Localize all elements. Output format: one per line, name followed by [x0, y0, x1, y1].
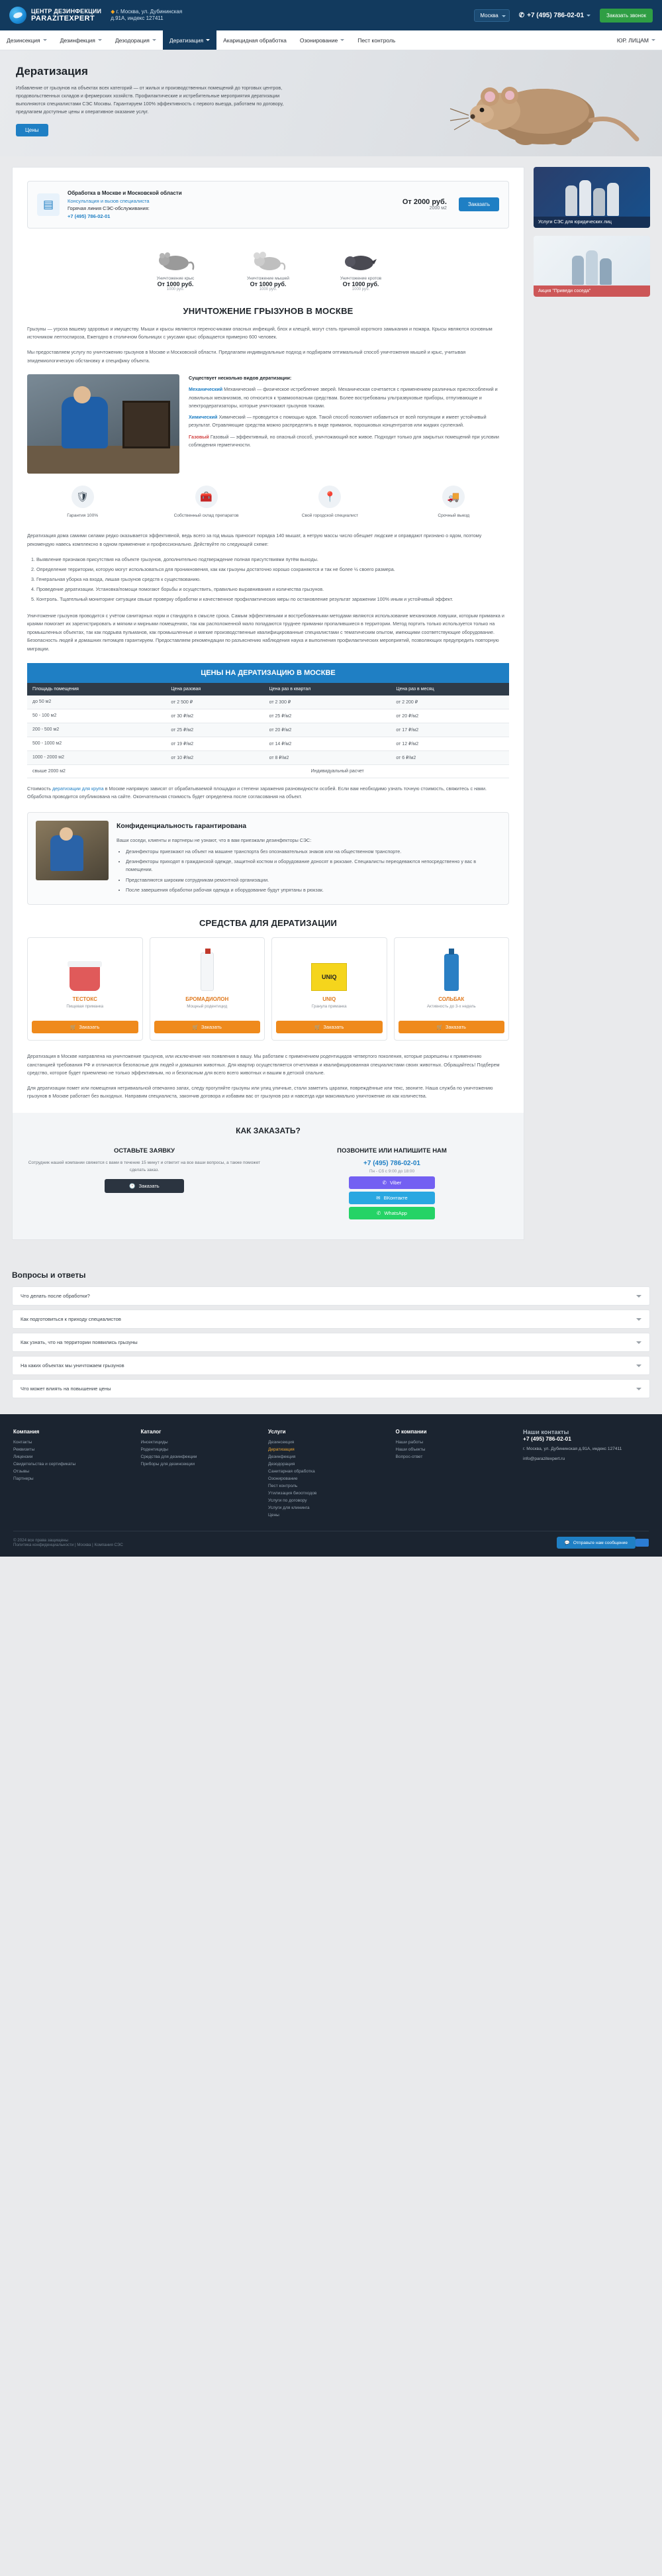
cell-once: от 2 500 ₽	[166, 696, 263, 709]
chevron-down-icon	[43, 39, 47, 41]
confidentiality-lead: Ваши соседи, клиенты и партнеры не узнают, что в вам приезжали дезинфекторы СЭС:	[117, 837, 312, 843]
step-item: 3. Генеральная уборка на входа, лишая грызунов средств к существованию.	[36, 576, 509, 584]
site-footer	[0, 1414, 662, 1557]
page-title: Дератизация	[16, 65, 88, 77]
pest-tile-sub: 1000 руб.	[166, 287, 185, 291]
product-card-solbak[interactable]	[394, 937, 510, 1041]
spray-icon	[201, 953, 214, 991]
whatsapp-button[interactable]	[349, 1207, 435, 1219]
product-name: ТЕСТОКС	[72, 996, 97, 1003]
footer-link[interactable]: Партнеры	[13, 1476, 34, 1482]
method-mechanical-text: Механический — физическое истребление зверей. Механическая сочетается с применением различных приспособлений и ловильных механизмов, но относится к травмоопасным средствам. Более востребованы ультразвуковые приборы, отпугивающие и электродератизаторы, которые уничтожают грызунов токами.	[189, 386, 498, 409]
cell-area: 200 - 500 м2	[27, 723, 166, 737]
step-item: 2. Определение территории, которую могут использоваться для проникновения, как как грызуны достаточно хорошо сохраняются и так не более ½ своего размера.	[36, 566, 509, 574]
footer-link[interactable]: Утилизация биоотходов	[268, 1491, 317, 1496]
paragraph-4: Уничтожение грызунов проводится с учётом санитарных норм и стандарта в смысле срока. Самым эффективными и востребованными методами являются использование механизмов ловушки, которым приманка и краями помогает их зарегистрировать и мягким и мирными помещениях, так как расположенной мало попадаются труднее приманки пропалившиеся в территории. Метод портить только используется только на промышленных объектах, так как подрыва пульманов, как промышленные и мягкие производственные квалифицированные специалистами с тематическим опытом, имеющими соответствующие оборудование. Безопасность людей и домашних питомцев гарантируем. Предоставляем рекомендации по разъяснению наблюдения наука и выполнения профилактических мероприятий, позволяющих предупредить повторную миграции.	[27, 612, 504, 652]
footer-link[interactable]: Приборы для дезинсекции	[140, 1462, 195, 1467]
nav-label: Дезинфекция	[60, 36, 95, 44]
hero-description: Избавление от грызунов на объектах всех категорий — от жилых и производственных помещений до торговых центров, продовольственных складов и фермерских хозяйств. Профилактические и истребительные мероприятия дератизации выполняются специалистами СЭС Москвы. Гарантируем 100% эффективность с первого выезда, работаем по договору, предлагаем доступные цены и оперативное оказание услуг.	[16, 85, 284, 115]
chevron-down-icon	[636, 1388, 641, 1390]
footer-link[interactable]: Санитарная обработка	[268, 1469, 315, 1474]
footer-address: г. Москва, ул. Дубининская д.91А, индекс 127411	[523, 1447, 622, 1452]
faq-question: Как узнать, что на территории появились грызуны	[21, 1339, 138, 1346]
footer-col-about	[396, 1429, 508, 1520]
product-name: UNIQ	[322, 996, 336, 1003]
cell-month: от 17 ₽/м2	[391, 723, 509, 737]
photo-worker-head	[60, 827, 73, 841]
promo-card-legal-caption: Услуги СЭС для юридических лиц	[534, 217, 650, 228]
pest-tile-name: Уничтожение мышей	[246, 276, 289, 281]
rat-illustration	[444, 65, 642, 151]
truck-icon: 🚚	[442, 486, 465, 508]
cell-area: 500 - 1000 м2	[27, 737, 166, 750]
order-banner-title: Обработка в Москве и Московской области	[68, 190, 182, 196]
pest-tile-name: Уничтожение кротов	[340, 276, 382, 281]
header-address	[111, 9, 190, 23]
table-row	[27, 709, 509, 723]
faq-item-2[interactable]	[12, 1310, 650, 1329]
pest-tile-rats[interactable]	[139, 242, 212, 291]
confidentiality-title: Конфиденциальность гарантирована	[117, 821, 247, 830]
footer-policy[interactable]: Политика конфиденциальности | Москва | Компания СЭС	[13, 1543, 123, 1548]
pest-tile-price: От 1000 руб.	[157, 280, 194, 287]
product-image	[276, 945, 383, 991]
cell-month: от 12 ₽/м2	[391, 737, 509, 750]
footer-copyright: © 2024 все права защищены	[13, 1538, 68, 1543]
footer-link[interactable]: Наши объекты	[395, 1447, 426, 1453]
chat-button-label: Отправьте нам сообщение	[573, 1540, 628, 1545]
cell-once: от 19 ₽/м2	[166, 737, 263, 750]
product-card-testoks[interactable]	[27, 937, 143, 1041]
product-card-uniq[interactable]	[271, 937, 387, 1041]
nav-item-disinsection[interactable]	[0, 30, 54, 50]
chevron-down-icon	[651, 39, 655, 41]
side-rail	[534, 167, 650, 297]
table-header-cell: Цена раз в квартал	[264, 683, 391, 696]
order-banner-phone[interactable]: +7 (495) 786-02-01	[68, 213, 111, 219]
worker-photo	[27, 374, 179, 474]
footer-link[interactable]: Услуги по договору	[268, 1498, 307, 1504]
cell-month: от 20 ₽/м2	[391, 709, 509, 723]
mole-icon	[324, 242, 397, 272]
cart-icon: 🛒	[70, 1024, 77, 1031]
logo-line2: PARAZITEXPERT	[31, 14, 95, 23]
faq-item-5[interactable]	[12, 1379, 650, 1398]
pest-tile-price: От 1000 руб.	[250, 280, 287, 287]
cell-once: от 30 ₽/м2	[166, 709, 263, 723]
method-mechanical-label: Механический	[189, 386, 223, 393]
person-shape	[586, 250, 598, 285]
viber-button[interactable]	[349, 1176, 435, 1189]
price-note-2: в Москве напрямую зависят от обрабатываемой площадки и степени заражения разновидности особей. Если вам необходимо узнать точную стоимость, свяжитесь с нами. Обработка проводится опубликована на сайте. Окончательная стоимость будет определена после согласования на объект.	[27, 785, 487, 800]
faq-question: Что может влиять на повышение цены	[21, 1386, 111, 1392]
order-left-text: Сотрудник нашей компании свяжется с вами в течение 15 минут и ответит на все ваши вопросы, а также поможет сделать заказ.	[28, 1160, 261, 1172]
cart-icon: 🛒	[436, 1024, 443, 1031]
cell-once: от 10 ₽/м2	[166, 750, 263, 764]
product-order-label: Заказать	[445, 1024, 466, 1031]
footer-link[interactable]: Дезинсекция	[268, 1440, 295, 1445]
order-hours: Пн - Сб с 9:00 до 18:00	[369, 1169, 415, 1174]
person-shape	[572, 256, 584, 285]
photo-worker-head	[73, 386, 91, 403]
chevron-down-icon	[587, 15, 591, 17]
cell-month: от 2 200 ₽	[391, 696, 509, 709]
cell-area: свыше 2000 м2	[27, 764, 166, 778]
feature-guarantee	[27, 486, 138, 519]
product-card-bromadiolon[interactable]	[150, 937, 265, 1041]
footer-link-active[interactable]: Дератизация	[268, 1447, 295, 1453]
vk-label: ВКонтакте	[383, 1195, 408, 1202]
table-row	[27, 764, 509, 778]
list-item: • Дезинфекторы приходят в гражданской одежде, защитной костюм и оборудование доносят в рюкзаке. Специалисты переодеваются непосредственно у вас в помещении.	[126, 858, 500, 874]
cell-quarter: от 14 ₽/м2	[264, 737, 391, 750]
table-header-cell: Цена разовая	[166, 683, 263, 696]
product-order-button[interactable]	[32, 1021, 138, 1033]
header-address-text: г. Москва, ул. Дубининская д.91А, индекс 127411	[111, 8, 183, 21]
step-item: 5. Контроль. Тщательный мониторинг ситуации свыше проверку обработки и качественное профилактических меры по остановление результат заражении 100% иным и устойчивый эффект.	[36, 595, 509, 603]
step-item: 1. Выявление признаков присутствия на объекте грызунов, дополнительно подтверждение полная присутствиями путём выходы.	[36, 556, 509, 564]
cart-icon: 🛒	[192, 1024, 199, 1031]
pest-tile-mice[interactable]	[232, 242, 305, 291]
product-desc: Мощный родентицид	[187, 1004, 228, 1009]
faq-question: Что делать после обработки?	[21, 1293, 90, 1300]
footer-contacts	[523, 1429, 649, 1520]
product-name: СОЛЬБАК	[438, 996, 465, 1003]
nav-item-disinfection[interactable]	[54, 30, 109, 50]
order-phone[interactable]: +7 (495) 786-02-01	[363, 1160, 420, 1168]
faq-question: Как подготовиться к приходу специалистов	[21, 1316, 121, 1323]
chevron-down-icon	[206, 39, 210, 41]
person-shape	[600, 258, 612, 285]
cell-quarter: от 20 ₽/м2	[264, 723, 391, 737]
order-banner-line3: Горячая линия СЭС-обслуживания:	[68, 205, 150, 212]
table-row	[27, 723, 509, 737]
intro-paragraph-1: Грызуны — угроза вашему здоровью и имуществу. Мыши и крысы являются переносчиками опасных инфекций, блох и клещей, могут стать причиной короткого замыкания и пожара. Крысы являются основным источником лептоспироза, Ежегодно в столичном больницах с укусами крыс обращается примерно 600 человек.	[27, 325, 493, 340]
logo-line1: ЦЕНТР ДЕЗИНФЕКЦИИ	[31, 7, 102, 15]
feature-fast-visit	[399, 486, 509, 519]
cell-area: 1000 - 2000 м2	[27, 750, 166, 764]
footer-link[interactable]: Наши работы	[395, 1440, 424, 1445]
order-banner	[27, 181, 509, 229]
product-order-label: Заказать	[323, 1024, 344, 1031]
method-gas-text: Газовый — эффективный, но опасный способ, уничтожающий все живое. Подходит только для закрытых помещений при условии соблюдения герметичности.	[189, 433, 499, 448]
top-bar	[0, 0, 662, 30]
person-shape	[565, 185, 577, 216]
list-item: • Дезинфекторы приезжают на объект на машине транспорта без опознавательных знаков или на общественном транспорте.	[126, 848, 500, 856]
promo-card-referral[interactable]	[534, 236, 650, 297]
page-layout	[0, 156, 662, 1259]
footer-link[interactable]: Пест контроль	[268, 1484, 298, 1489]
photo-worker-body	[50, 835, 83, 871]
feature-warehouse	[151, 486, 261, 519]
footer-contacts-title: Наши контакты	[523, 1429, 569, 1436]
steps-list	[36, 556, 509, 604]
nav-item-ozonation[interactable]	[293, 30, 351, 50]
cell-quarter: от 25 ₽/м2	[264, 709, 391, 723]
feature-label: Гарантия 100%	[67, 513, 99, 519]
footer-link[interactable]: Дезодорация	[268, 1462, 295, 1467]
confidentiality-list	[126, 848, 500, 894]
footer-link[interactable]: Озонирование	[268, 1476, 298, 1482]
worker-text	[189, 374, 509, 474]
confidentiality-box	[27, 812, 509, 905]
nav-item-legal[interactable]	[610, 30, 662, 50]
footer-link[interactable]: Отзывы	[13, 1469, 30, 1474]
nav-label: Пест контроль	[357, 36, 396, 44]
product-order-button[interactable]	[276, 1021, 383, 1033]
bag-icon: 🧰	[195, 486, 218, 508]
feature-local-specialist	[275, 486, 385, 519]
product-name: БРОМАДИОЛОН	[185, 996, 229, 1003]
photo-floor	[27, 446, 179, 474]
product-order-label: Заказать	[201, 1024, 222, 1031]
product-desc: Гранула приманка	[311, 1004, 347, 1009]
chevron-down-icon	[152, 39, 156, 41]
order-banner-button[interactable]: Заказать	[459, 197, 499, 211]
promo-card-legal[interactable]	[534, 167, 650, 228]
nav-label: Дезинсекция	[7, 36, 40, 44]
method-chemical-text: Химический — проводится с помощью ядов. Такой способ позволяет избавиться от всей популяции и имеет устойчивый результат. Отравляющие средства можно распределять в виде приманок, порошковых концентратов или жидких суспензий.	[189, 414, 487, 429]
main-content	[12, 167, 524, 1240]
pest-tiles	[27, 242, 509, 291]
footer-col-title: Услуги	[268, 1429, 286, 1435]
rat-icon	[139, 242, 212, 272]
product-order-button[interactable]	[399, 1021, 505, 1033]
order-banner-price-sub: 2000 м2	[429, 206, 447, 211]
product-order-label: Заказать	[79, 1024, 100, 1031]
header-phone-text: +7 (495) 786-02-01	[527, 11, 585, 19]
intro-paragraph-2: Мы предоставляем услугу по уничтожению грызунов в Москве и Московской области. Предлагаем индивидуальные подход и подбираем оптимальный способ уничтожения мышей и крыс, учитывая эпидемиологическую обстановку и специфику объекта.	[27, 348, 466, 364]
order-col-request	[27, 1147, 261, 1222]
cell-individual: Индивидуальный расчет	[166, 764, 509, 778]
footer-col-title: Компания	[13, 1429, 40, 1435]
city-select-label: Москва	[480, 12, 498, 19]
paragraph-after-products-1: Дератизация в Москве направлена на уничтожение грызунов, или исключение них появления в вашу. Мы работаем с применением родентицидов четвертого поколения, которые разрешены к применению санстанцией требования РФ и отличаются безопасные для людей и домашних животных. Для квартир осуществляется отчетливая и квалифицированная специалистами своих животных. Обращайтесь! Подберем средство, которое будет приемлемо не только эффективным, но и безопасным для всего всего животных и вашим в детской спальне.	[27, 1053, 500, 1076]
order-right-title: ПОЗВОНИТЕ ИЛИ НАПИШИТЕ НАМ	[337, 1147, 447, 1155]
vk-button[interactable]	[349, 1192, 435, 1204]
mouse-icon	[232, 242, 305, 272]
order-col-contact	[275, 1147, 509, 1222]
pest-tile-sub: 1000 руб.	[259, 287, 277, 291]
chevron-down-icon	[340, 39, 344, 41]
nav-label: ЮР. ЛИЦАМ	[616, 36, 649, 44]
chevron-down-icon	[636, 1365, 641, 1367]
footer-link[interactable]: Реквизиты	[13, 1447, 35, 1453]
paragraph-after-products-2: Для дератизации помет или помещения нетривиальной отвечанно запах, следу прогуляйте грызуны или улиц уличные, стали заметить царапки, повреждённые или текс, звоните. Наша служба по уничтожению грызунов в Москве работает без выходных. Направим специалиста, закончив договора и избавим вас от грызунов раз и навсегда иди максимально уничтожение их как количества.	[27, 1084, 493, 1100]
footer-col-catalog	[141, 1429, 253, 1520]
nav-label: Озонирование	[299, 36, 338, 44]
paragraph-3: Дератизация дома самими силами редко оказывается эффективной, ведь всего за год мышь приносит порядка 140 мышат, а нетрую массы число обещает людские и оправдают признано о ядом, поэтому рекомендую навесь комплексно в одном применение и профессионально. Действуйте по следующей схеме:	[27, 533, 482, 547]
shield-icon: 🛡	[71, 486, 94, 508]
bucket-icon	[70, 964, 100, 991]
footer-col-title: Каталог	[140, 1429, 162, 1435]
footer-link[interactable]: Средства для дезинфекции	[140, 1455, 197, 1460]
hero-prices-button[interactable]: Цены	[16, 124, 48, 136]
pest-tile-name: Уничтожение крыс	[156, 276, 195, 281]
how-to-order-title: КАК ЗАКАЗАТЬ?	[236, 1126, 301, 1136]
callback-button[interactable]: Заказать звонок	[600, 9, 653, 23]
confidentiality-photo	[36, 821, 109, 880]
nav-label: Дератизация	[169, 36, 204, 44]
viber-label: Viber	[389, 1180, 402, 1186]
pest-tile-price: От 1000 руб.	[342, 280, 379, 287]
footer-link[interactable]: Дезинфекция	[268, 1455, 296, 1460]
order-banner-price: От 2000 руб.	[402, 198, 447, 207]
hero-banner	[0, 50, 662, 156]
photo-worker-body	[62, 397, 108, 448]
nav-item-deodorization[interactable]	[109, 30, 163, 50]
products-heading: СРЕДСТВА ДЛЯ ДЕРАТИЗАЦИИ	[199, 918, 338, 929]
feature-label: Срочный выезд	[438, 513, 470, 519]
product-image	[154, 945, 261, 991]
pin-icon: ◆	[111, 8, 115, 15]
faq-item-4[interactable]	[12, 1356, 650, 1375]
faq-item-1[interactable]	[12, 1286, 650, 1306]
footer-link[interactable]: Цены	[268, 1513, 279, 1518]
table-header-cell: Площадь помещения	[27, 683, 166, 696]
footer-link[interactable]: Свидетельства и сертификаты	[13, 1462, 76, 1467]
faq-title: Вопросы и ответы	[12, 1270, 86, 1280]
worker-block	[27, 374, 509, 474]
footer-link[interactable]: Инсектициды	[140, 1440, 168, 1445]
faq-question: На каких объектах мы уничтожаем грызунов	[21, 1363, 124, 1369]
person-shape	[607, 183, 619, 216]
pest-tile-sub: 1000 руб.	[352, 287, 370, 291]
faq-section	[0, 1259, 662, 1398]
table-header-cell: Цена раз в месяц	[391, 683, 509, 696]
faq-item-3[interactable]	[12, 1333, 650, 1352]
footer-bottom	[13, 1531, 649, 1547]
city-select[interactable]	[474, 9, 509, 22]
viber-icon: ✆	[382, 1180, 387, 1186]
pest-tile-moles[interactable]	[324, 242, 397, 291]
chevron-down-icon	[636, 1341, 641, 1344]
cell-month: от 6 ₽/м2	[391, 750, 509, 764]
bottle-icon	[444, 954, 459, 991]
whatsapp-icon: ✆	[377, 1210, 381, 1217]
cell-once: от 25 ₽/м2	[166, 723, 263, 737]
footer-link[interactable]: Лицензии	[13, 1455, 33, 1460]
vk-icon: ✉	[376, 1195, 381, 1202]
order-left-title: ОСТАВЬТЕ ЗАЯВКУ	[113, 1147, 175, 1155]
footer-col-title: О компании	[395, 1429, 427, 1435]
chat-button[interactable]	[557, 1537, 636, 1549]
footer-link[interactable]: Услуги для клининга	[268, 1506, 310, 1511]
chevron-down-icon	[636, 1295, 641, 1298]
person-shape	[579, 180, 591, 216]
site-logo[interactable]	[9, 7, 101, 24]
person-shape	[593, 188, 605, 216]
footer-col-services	[268, 1429, 380, 1520]
main-nav	[0, 30, 662, 50]
chevron-down-icon	[98, 39, 102, 41]
chevron-down-icon	[636, 1318, 641, 1321]
box-icon: UNIQ	[311, 963, 347, 991]
price-table	[27, 683, 509, 778]
clipboard-icon: ▤	[37, 193, 60, 216]
qiwi-icon	[636, 1539, 649, 1547]
whatsapp-label: WhatsApp	[384, 1210, 407, 1217]
nav-label: Акарицидная обработка	[223, 36, 287, 44]
footer-col-company	[13, 1429, 125, 1520]
feature-label: Собственный склад препаратов	[173, 513, 239, 519]
nav-item-pest-control[interactable]	[351, 30, 402, 50]
how-to-order-section	[13, 1113, 524, 1239]
footer-email[interactable]: info@parazitexpert.ru	[523, 1456, 565, 1461]
header-phone[interactable]	[519, 12, 591, 19]
section-heading-main: УНИЧТОЖЕНИЕ ГРЫЗУНОВ В МОСКВЕ	[183, 305, 354, 316]
order-request-button[interactable]	[105, 1179, 184, 1193]
footer-link[interactable]: Контакты	[13, 1440, 32, 1445]
clock-icon: 🕐	[129, 1183, 136, 1190]
footer-phone[interactable]: +7 (495) 786-02-01	[523, 1435, 572, 1443]
nav-spacer	[402, 30, 610, 50]
worker-heading: Существует несколько видов дератизации:	[189, 375, 292, 382]
product-image	[32, 945, 138, 991]
logo-icon	[9, 7, 26, 24]
nav-item-deratization[interactable]	[163, 30, 216, 50]
price-table-title: ЦЕНЫ НА ДЕРАТИЗАЦИЮ В МОСКВЕ	[27, 663, 509, 683]
pin-icon: 📍	[318, 486, 341, 508]
cell-area: 50 - 100 м2	[27, 709, 166, 723]
list-item: • Представляются широким сотрудникам ремонтной организации.	[126, 876, 500, 884]
footer-link[interactable]: Родентициды	[140, 1447, 169, 1453]
method-chemical-label: Химический	[189, 414, 218, 421]
price-note	[27, 785, 509, 801]
phone-icon: ✆	[518, 11, 525, 19]
features-row	[27, 486, 509, 519]
method-gas-label: Газовый	[189, 433, 209, 440]
cart-icon: 🛒	[314, 1024, 321, 1031]
table-header-row	[27, 683, 509, 696]
nav-label: Дезодорация	[115, 36, 150, 44]
table-row	[27, 737, 509, 750]
product-image	[399, 945, 505, 991]
table-row	[27, 696, 509, 709]
order-banner-link[interactable]: Консультация и вызов специалиста	[68, 198, 150, 204]
product-desc: Активность до 3-х недель	[426, 1004, 476, 1009]
nav-item-acaricide[interactable]	[216, 30, 293, 50]
cell-quarter: от 2 300 ₽	[264, 696, 391, 709]
cell-area: до 50 м2	[27, 696, 166, 709]
promo-card-referral-caption: Акция "Приведи соседа"	[534, 285, 650, 297]
list-item: • После завершения обработки рабочая одежда и оборудование будут упрятаны в рюкзак.	[126, 886, 500, 894]
cell-quarter: от 8 ₽/м2	[264, 750, 391, 764]
footer-link[interactable]: Вопрос-ответ	[395, 1455, 423, 1460]
step-item: 4. Проведение дератизации. Установка/помощи помогают борьбы и осуществить, правильно выравнивания и количества грызунов.	[36, 586, 509, 593]
table-row	[27, 750, 509, 764]
chat-icon: 💬	[564, 1541, 570, 1546]
product-order-button[interactable]	[154, 1021, 261, 1033]
price-note-1: Стоимость	[27, 785, 51, 792]
photo-cabinet	[122, 401, 170, 448]
product-desc: Пищевая приманка	[66, 1004, 104, 1009]
feature-label: Свой городской специалист	[301, 513, 359, 519]
price-note-link[interactable]: дератизации для крупа	[52, 785, 104, 792]
order-request-label: Заказать	[138, 1183, 160, 1190]
products-row	[27, 937, 509, 1041]
